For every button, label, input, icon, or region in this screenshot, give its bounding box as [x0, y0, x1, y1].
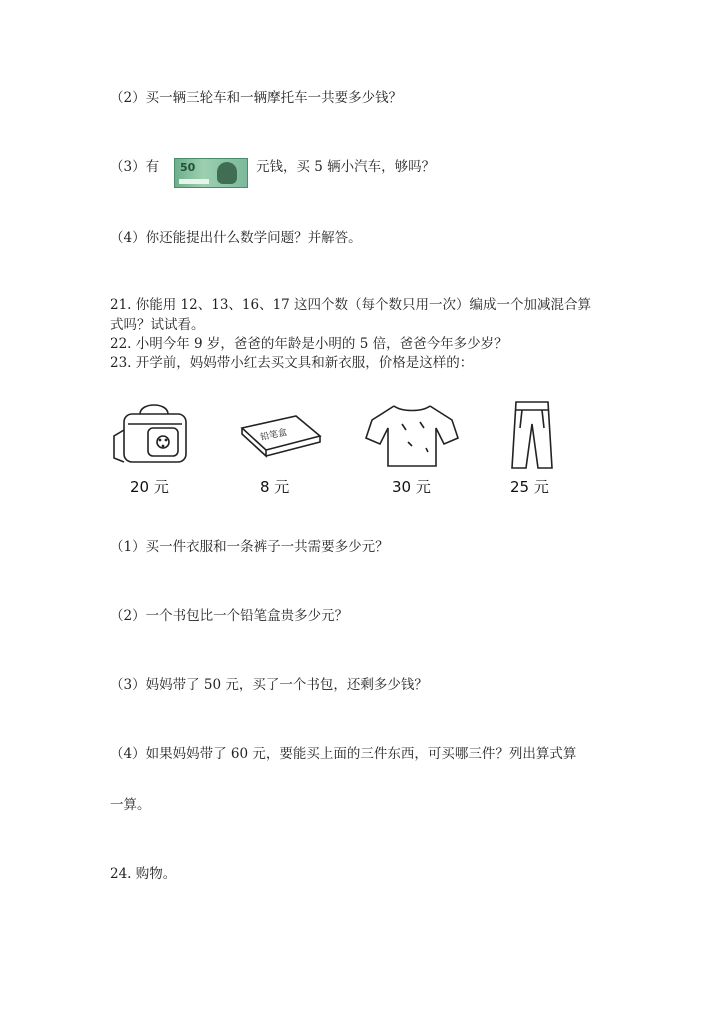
pencilbox-label: 铅笔盒	[259, 427, 289, 444]
shirt-price: 30 元	[392, 478, 431, 496]
pants-price: 25 元	[510, 478, 549, 496]
pencilbox-price: 8 元	[260, 478, 290, 496]
schoolbag-item	[110, 400, 200, 500]
banknote-value: 50	[180, 161, 196, 174]
portrait-icon	[217, 162, 237, 184]
question-23-intro: 23. 开学前，妈妈带小红去买文具和新衣服，价格是这样的：	[110, 355, 474, 371]
question-22: 22. 小明今年 9 岁，爸爸的年龄是小明的 5 倍，爸爸今年多少岁？	[110, 336, 508, 352]
schoolbag-icon	[110, 400, 200, 470]
question-20-part-3-suffix: 元钱，买 5 辆小汽车，够吗？	[256, 159, 436, 175]
question-23-part-3: （3）妈妈带了 50 元，买了一个书包，还剩多少钱？	[110, 677, 428, 693]
shirt-item	[362, 398, 462, 498]
pencilbox-item	[236, 400, 326, 500]
question-23-part-2: （2）一个书包比一个铅笔盒贵多少元？	[110, 608, 349, 624]
question-21-line-2: 式吗？试试看。	[110, 317, 205, 333]
question-21-line-1: 21. 你能用 12、13、16、17 这四个数（每个数只用一次）编成一个加减混合算	[110, 297, 592, 313]
question-20-part-4: （4）你还能提出什么数学问题？并解答。	[110, 230, 362, 246]
question-23-part-1: （1）买一件衣服和一条裤子一共需要多少元？	[110, 539, 389, 555]
question-23-part-4-line-1: （4）如果妈妈带了 60 元，要能买上面的三件东西，可买哪三件？列出算式算	[110, 746, 577, 762]
schoolbag-price: 20 元	[130, 478, 169, 496]
question-20-part-3-prefix: （3）有	[110, 159, 160, 175]
banknote-image	[174, 158, 248, 188]
pencilbox-icon	[236, 400, 326, 470]
pants-icon	[490, 398, 580, 472]
shirt-icon	[362, 398, 462, 472]
banknote-strip	[179, 179, 209, 184]
question-20-part-2: （2）买一辆三轮车和一辆摩托车一共要多少钱？	[110, 90, 403, 106]
question-23-part-4-line-2: 一算。	[110, 797, 151, 813]
pants-item	[490, 398, 580, 498]
question-24: 24. 购物。	[110, 866, 177, 882]
